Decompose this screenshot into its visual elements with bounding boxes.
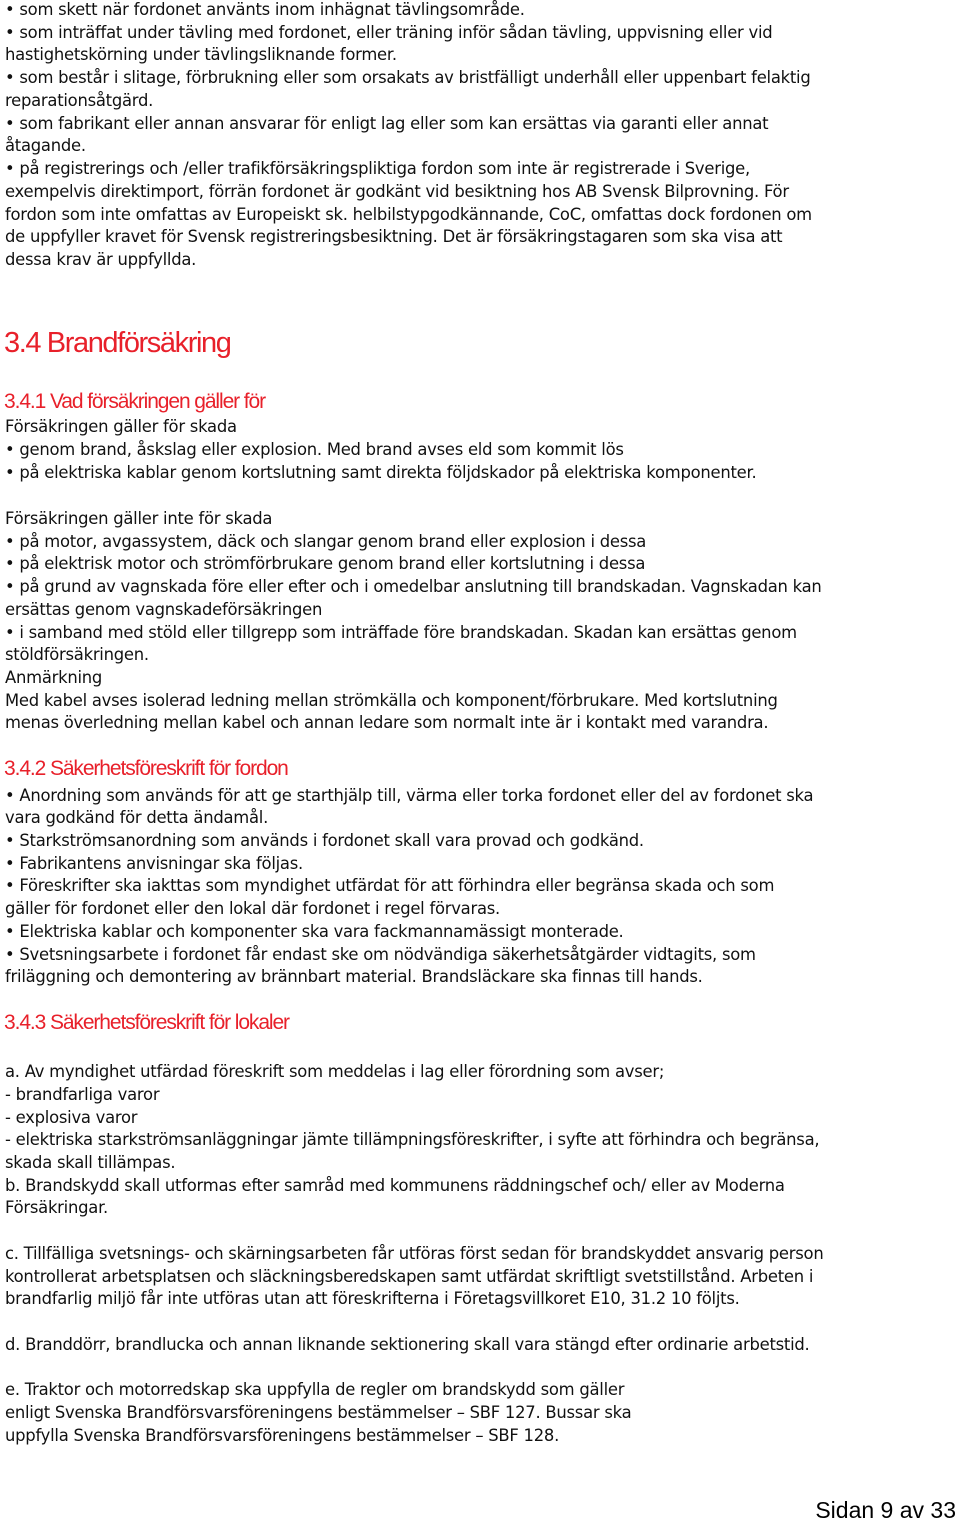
not-applies-line: Försäkringen gäller inte för skada <box>5 509 273 528</box>
premises-line: c. Tillfälliga svetsnings- och skärningsarbeten får utföras först sedan för brandskyddet ansvarig person <box>5 1244 824 1263</box>
top-line: • som inträffat under tävling med fordonet, eller träning inför sådan tävling, uppvisning eller vid <box>5 23 773 42</box>
vehicle-rule-line: friläggning och demontering av brännbart material. Brandsläckare ska finnas till hands. <box>5 967 703 986</box>
not-applies-line: • på grund av vagnskada före eller efter och i omedelbar anslutning till brandskadan. Vagnskadan kan <box>5 577 822 596</box>
not-applies-line: • på elektrisk motor och strömförbrukare genom brand eller kortslutning i dessa <box>5 554 646 573</box>
premises-line: brandfarlig miljö får inte utföras utan att föreskrifterna i Företagsvillkoret E10, 31.2 10 följts. <box>5 1289 740 1308</box>
top-line: • som består i slitage, förbrukning eller som orsakats av bristfälligt underhåll eller uppenbart felaktig <box>5 68 811 87</box>
section-heading-3-4: 3.4 Brandförsäkring <box>4 327 231 359</box>
vehicle-rule-line: • Fabrikantens anvisningar ska följas. <box>5 854 303 873</box>
premises-line: enligt Svenska Brandförsvarsföreningens bestämmelser – SBF 127. Bussar ska <box>5 1403 632 1422</box>
vehicle-rule-line: • Anordning som används för att ge starthjälp till, värma eller torka fordonet eller del av fordonet ska <box>5 786 814 805</box>
vehicle-rule-line: • Svetsningsarbete i fordonet får endast ske om nödvändiga säkerhetsåtgärder vidtagits, som <box>5 945 756 964</box>
premises-line: kontrollerat arbetsplatsen och släckningsberedskapen samt utfärdat skriftligt svetstillstånd. Arbeten i <box>5 1267 814 1286</box>
top-line: • som fabrikant eller annan ansvarar för enligt lag eller som kan ersättas via garanti eller annat <box>5 114 769 133</box>
not-applies-line: ersättas genom vagnskadeförsäkringen <box>5 600 323 619</box>
premises-line: - elektriska starkströmsanläggningar jämte tillämpningsföreskrifter, i syfte att förhindra och begränsa, <box>5 1130 820 1149</box>
remark-line: Med kabel avses isolerad ledning mellan strömkälla och komponent/förbrukare. Med kortslutning <box>5 691 778 710</box>
premises-line: - explosiva varor <box>5 1108 138 1127</box>
remark-line: menas överledning mellan kabel och annan ledare som normalt inte är i kontakt med varandra. <box>5 713 769 732</box>
top-line: reparationsåtgärd. <box>5 91 154 110</box>
page-number: Sidan 9 av 33 <box>815 1497 956 1523</box>
remark-label: Anmärkning <box>5 668 103 687</box>
vehicle-rule-line: • Starkströmsanordning som används i fordonet skall vara provad och godkänd. <box>5 831 644 850</box>
premises-line: d. Branddörr, brandlucka och annan liknande sektionering skall vara stängd efter ordinarie arbetstid. <box>5 1335 810 1354</box>
top-line: exempelvis direktimport, förrän fordonet är godkänt vid besiktning hos AB Svensk Bilprovning. För <box>5 182 789 201</box>
premises-line: Försäkringar. <box>5 1198 109 1217</box>
not-applies-line: stöldförsäkringen. <box>5 645 149 664</box>
vehicle-rule-line: gäller för fordonet eller den lokal där fordonet i regel förvaras. <box>5 899 501 918</box>
premises-line: a. Av myndighet utfärdad föreskrift som meddelas i lag eller förordning som avser; <box>5 1062 665 1081</box>
vehicle-rule-line: • Föreskrifter ska iakttas som myndighet utfärdat för att förhindra eller begränsa skada och som <box>5 876 775 895</box>
premises-line: - brandfarliga varor <box>5 1085 160 1104</box>
top-line: • som skett när fordonet använts inom inhägnat tävlingsområde. <box>5 0 525 19</box>
applies-line: • genom brand, åskslag eller explosion. Med brand avses eld som kommit lös <box>5 440 624 459</box>
section-heading-3-4-3: 3.4.3 Säkerhetsföreskrift för lokaler <box>4 1011 289 1034</box>
premises-line: b. Brandskydd skall utformas efter samråd med kommunens räddningschef och/ eller av Moderna <box>5 1176 785 1195</box>
top-line: de uppfyller kravet för Svensk registreringsbesiktning. Det är försäkringstagaren som ska visa att <box>5 227 783 246</box>
not-applies-line: • på motor, avgassystem, däck och slangar genom brand eller explosion i dessa <box>5 532 647 551</box>
applies-line: • på elektriska kablar genom kortslutning samt direkta följdskador på elektriska komponenter. <box>5 463 757 482</box>
section-heading-3-4-2: 3.4.2 Säkerhetsföreskrift för fordon <box>4 757 288 780</box>
section-heading-3-4-1: 3.4.1 Vad försäkringen gäller för <box>4 390 265 413</box>
applies-line: Försäkringen gäller för skada <box>5 417 237 436</box>
vehicle-rule-line: vara godkänd för detta ändamål. <box>5 808 269 827</box>
top-line: dessa krav är uppfyllda. <box>5 250 197 269</box>
premises-line: skada skall tillämpas. <box>5 1153 176 1172</box>
top-line: åtagande. <box>5 136 86 155</box>
top-line: fordon som inte omfattas av Europeiskt sk. helbilstypgodkännande, CoC, omfattas dock fordonen om <box>5 205 812 224</box>
not-applies-line: • i samband med stöld eller tillgrepp som inträffade före brandskadan. Skadan kan ersättas genom <box>5 623 797 642</box>
premises-line: e. Traktor och motorredskap ska uppfylla de regler om brandskydd som gäller <box>5 1380 625 1399</box>
premises-line: uppfylla Svenska Brandförsvarsföreningens bestämmelser – SBF 128. <box>5 1426 560 1445</box>
vehicle-rule-line: • Elektriska kablar och komponenter ska vara fackmannamässigt monterade. <box>5 922 624 941</box>
top-line: hastighetskörning under tävlingsliknande former. <box>5 45 397 64</box>
top-line: • på registrerings och /eller trafikförsäkringspliktiga fordon som inte är registrerade i Sverige, <box>5 159 750 178</box>
